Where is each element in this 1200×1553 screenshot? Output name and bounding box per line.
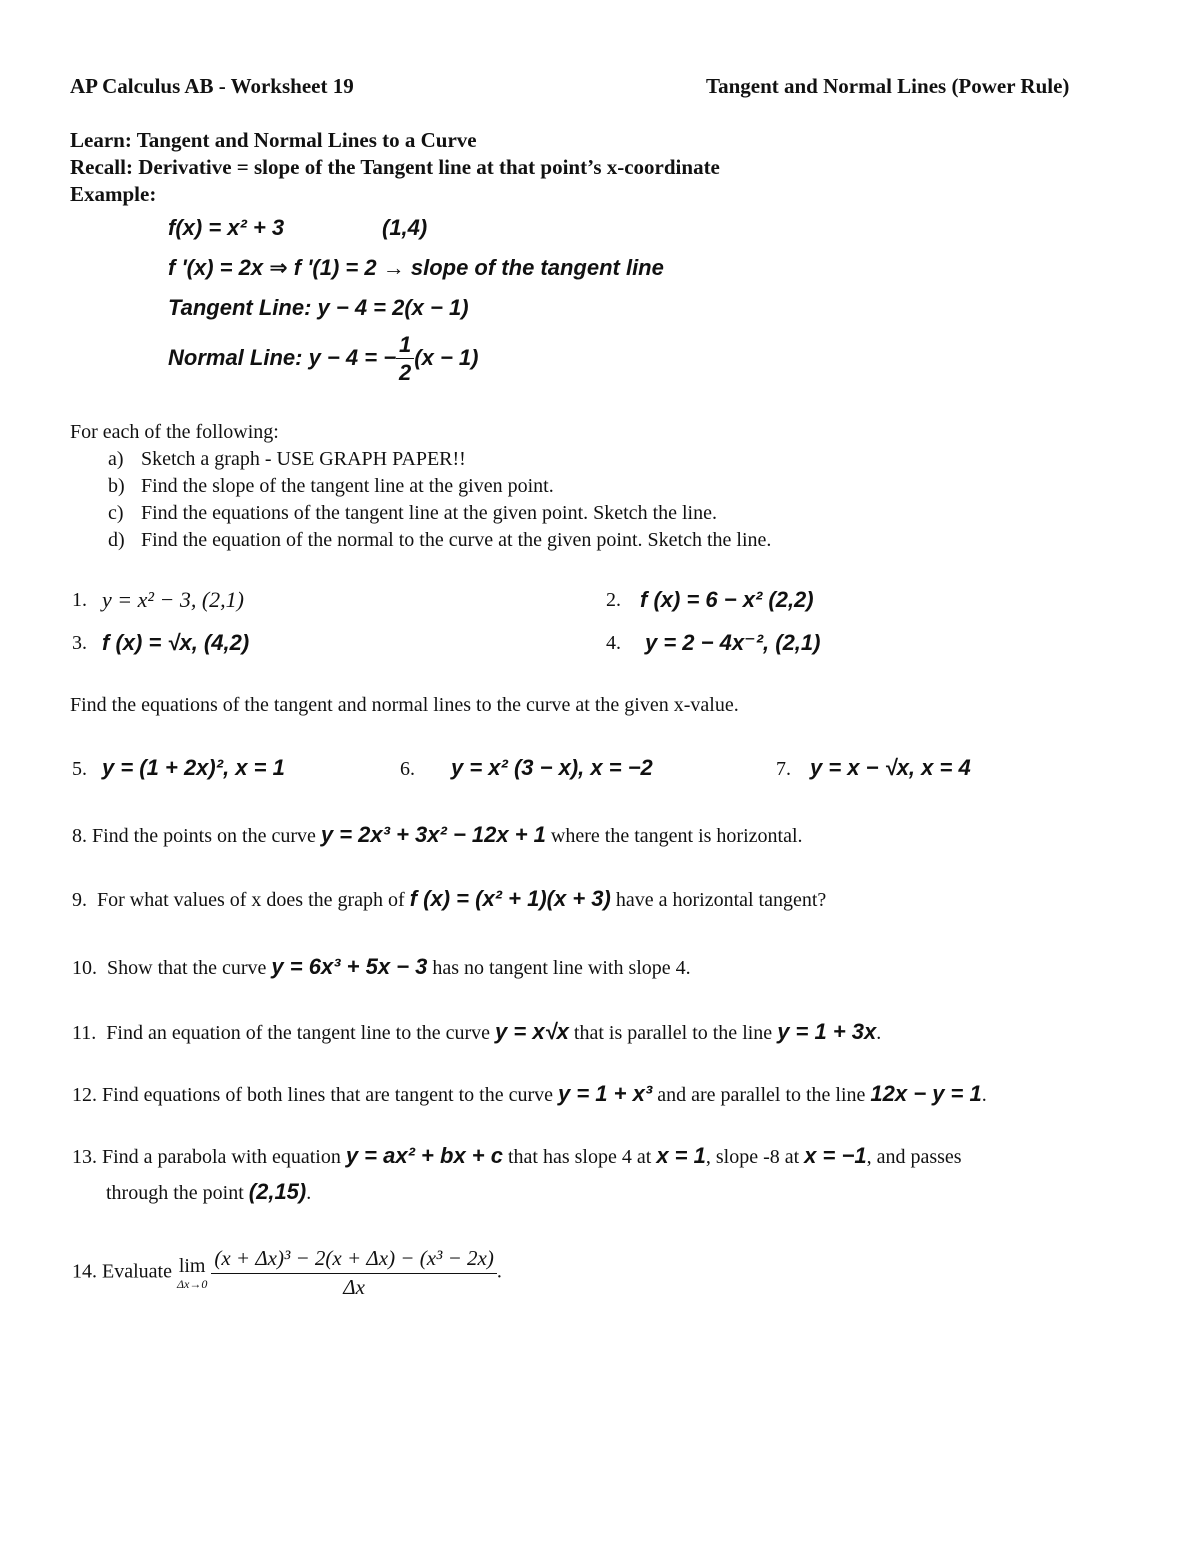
example-label: Example:	[70, 182, 157, 206]
limit-numerator: (x + Δx)³ − 2(x + Δx) − (x³ − 2x)	[211, 1248, 496, 1274]
problem-13-line2-text: through the point	[106, 1182, 249, 1204]
recall-line: Recall: Derivative = slope of the Tangent line at that point’s x-coordinate	[70, 155, 720, 179]
problem-13-point: (2,15)	[248, 1179, 307, 1204]
instruction-label-b: b)	[108, 475, 125, 497]
problem-3-expression: f (x) = √x, (4,2)	[102, 630, 250, 655]
problem-13-expression: y = ax² + bx + c	[345, 1143, 503, 1168]
problem-12-text: Find equations of both lines that are tangent to the curve	[102, 1084, 558, 1106]
problem-9	[72, 886, 826, 912]
problem-6-expression: y = x² (3 − x), x = −2	[451, 755, 653, 780]
instruction-label-a: a)	[108, 448, 124, 470]
problem-13-line2	[106, 1179, 311, 1205]
instructions-lead: For each of the following:	[70, 421, 279, 443]
example-tangent-line: Tangent Line: y − 4 = 2(x − 1)	[168, 295, 469, 320]
problem-11-expression: y = x√x	[495, 1019, 569, 1044]
problem-13-x2: x = −1	[804, 1143, 867, 1168]
problem-14-text: Evaluate	[102, 1260, 172, 1283]
limit-denominator: Δx	[343, 1275, 365, 1299]
problem-10	[72, 954, 691, 980]
limit-operator	[177, 1256, 207, 1290]
problem-13-x1: x = 1	[656, 1143, 706, 1168]
problem-8	[72, 822, 803, 848]
problem-1-expression: y = x² − 3, (2,1)	[102, 587, 244, 612]
normal-line-suffix: (x − 1)	[414, 344, 479, 370]
problem-10-expression: y = 6x³ + 5x − 3	[271, 954, 428, 979]
example-derivative: f '(x) = 2x ⇒ f '(1) = 2 → slope of the tangent line	[168, 255, 664, 280]
problem-11-text: Find an equation of the tangent line to the curve	[106, 1022, 496, 1044]
problem-5-expression: y = (1 + 2x)², x = 1	[102, 755, 285, 780]
instruction-text-d: Find the equation of the normal to the curve at the given point. Sketch the line.	[141, 529, 772, 551]
problem-13-text: Find a parabola with equation	[102, 1146, 346, 1168]
learn-line: Learn: Tangent and Normal Lines to a Curve	[70, 128, 477, 152]
problem-12-text-end: .	[981, 1084, 987, 1106]
problem-14-end: .	[496, 1260, 502, 1283]
problem-7-expression: y = x − √x, x = 4	[810, 755, 971, 780]
problem-2-number: 2.	[606, 589, 621, 611]
instruction-text-b: Find the slope of the tangent line at the given point.	[141, 475, 554, 497]
normal-line-prefix: Normal Line: y − 4 = −	[168, 344, 397, 370]
limit-word: lim	[178, 1255, 206, 1277]
problem-8-number: 8.	[72, 825, 87, 847]
problem-12-expression: y = 1 + x³	[558, 1081, 653, 1106]
problem-9-text-end: have a horizontal tangent?	[610, 889, 827, 911]
instruction-text-a: Sketch a graph - USE GRAPH PAPER!!	[141, 448, 466, 470]
problem-11-text-mid: that is parallel to the line	[568, 1022, 778, 1044]
problem-7-number: 7.	[776, 758, 791, 780]
problem-13-line2-end: .	[306, 1182, 312, 1204]
problem-1-number: 1.	[72, 589, 87, 611]
fraction-numerator: 1	[396, 334, 414, 359]
limit-subscript: Δx→0	[176, 1277, 208, 1291]
problem-8-text: Find the points on the curve	[92, 825, 321, 847]
problem-4-expression: y = 2 − 4x⁻², (2,1)	[645, 630, 821, 655]
problem-3-number: 3.	[72, 632, 87, 654]
problem-9-number: 9.	[72, 889, 87, 911]
problem-10-text: Show that the curve	[107, 957, 272, 979]
problem-13-text-end: , and passes	[866, 1146, 962, 1168]
instruction-text-c: Find the equations of the tangent line at the given point. Sketch the line.	[141, 502, 717, 524]
example-function: f(x) = x² + 3	[168, 215, 285, 240]
problem-12-text-mid: and are parallel to the line	[652, 1084, 871, 1106]
problem-5-number: 5.	[72, 758, 87, 780]
problem-12	[72, 1081, 987, 1107]
problem-10-text-end: has no tangent line with slope 4.	[427, 957, 691, 979]
problem-8-text-end: where the tangent is horizontal.	[545, 825, 803, 847]
problem-10-number: 10.	[72, 957, 97, 979]
problem-14-number: 14.	[72, 1260, 97, 1283]
limit-fraction	[211, 1248, 496, 1298]
problem-13-text-mid2: , slope -8 at	[705, 1146, 805, 1168]
problem-14	[72, 1248, 502, 1298]
problem-12-number: 12.	[72, 1084, 97, 1106]
problem-11	[72, 1019, 881, 1045]
example-normal-line	[168, 334, 479, 384]
instruction-label-d: d)	[108, 529, 125, 551]
problem-13-text-mid: that has slope 4 at	[503, 1146, 657, 1168]
problem-13	[72, 1143, 962, 1169]
problem-11-line: y = 1 + 3x	[777, 1019, 877, 1044]
worksheet-title: AP Calculus AB - Worksheet 19	[70, 74, 354, 98]
problem-9-expression: f (x) = (x² + 1)(x + 3)	[409, 886, 611, 911]
fraction-denominator: 2	[399, 360, 412, 385]
problem-6-number: 6.	[400, 758, 415, 780]
problem-9-text: For what values of x does the graph of	[97, 889, 410, 911]
problem-2-expression: f (x) = 6 − x² (2,2)	[640, 587, 814, 612]
instruction-label-c: c)	[108, 502, 124, 524]
normal-slope-fraction	[396, 334, 414, 384]
section2-lead: Find the equations of the tangent and normal lines to the curve at the given x-value.	[70, 694, 739, 716]
problem-11-text-end: .	[876, 1022, 882, 1044]
problem-12-line: 12x − y = 1	[870, 1081, 982, 1106]
problem-11-number: 11.	[72, 1022, 97, 1044]
problem-13-number: 13.	[72, 1146, 97, 1168]
problem-4-number: 4.	[606, 632, 621, 654]
example-point: (1,4)	[382, 215, 428, 240]
problem-8-expression: y = 2x³ + 3x² − 12x + 1	[320, 822, 546, 847]
worksheet-topic: Tangent and Normal Lines (Power Rule)	[706, 74, 1070, 98]
